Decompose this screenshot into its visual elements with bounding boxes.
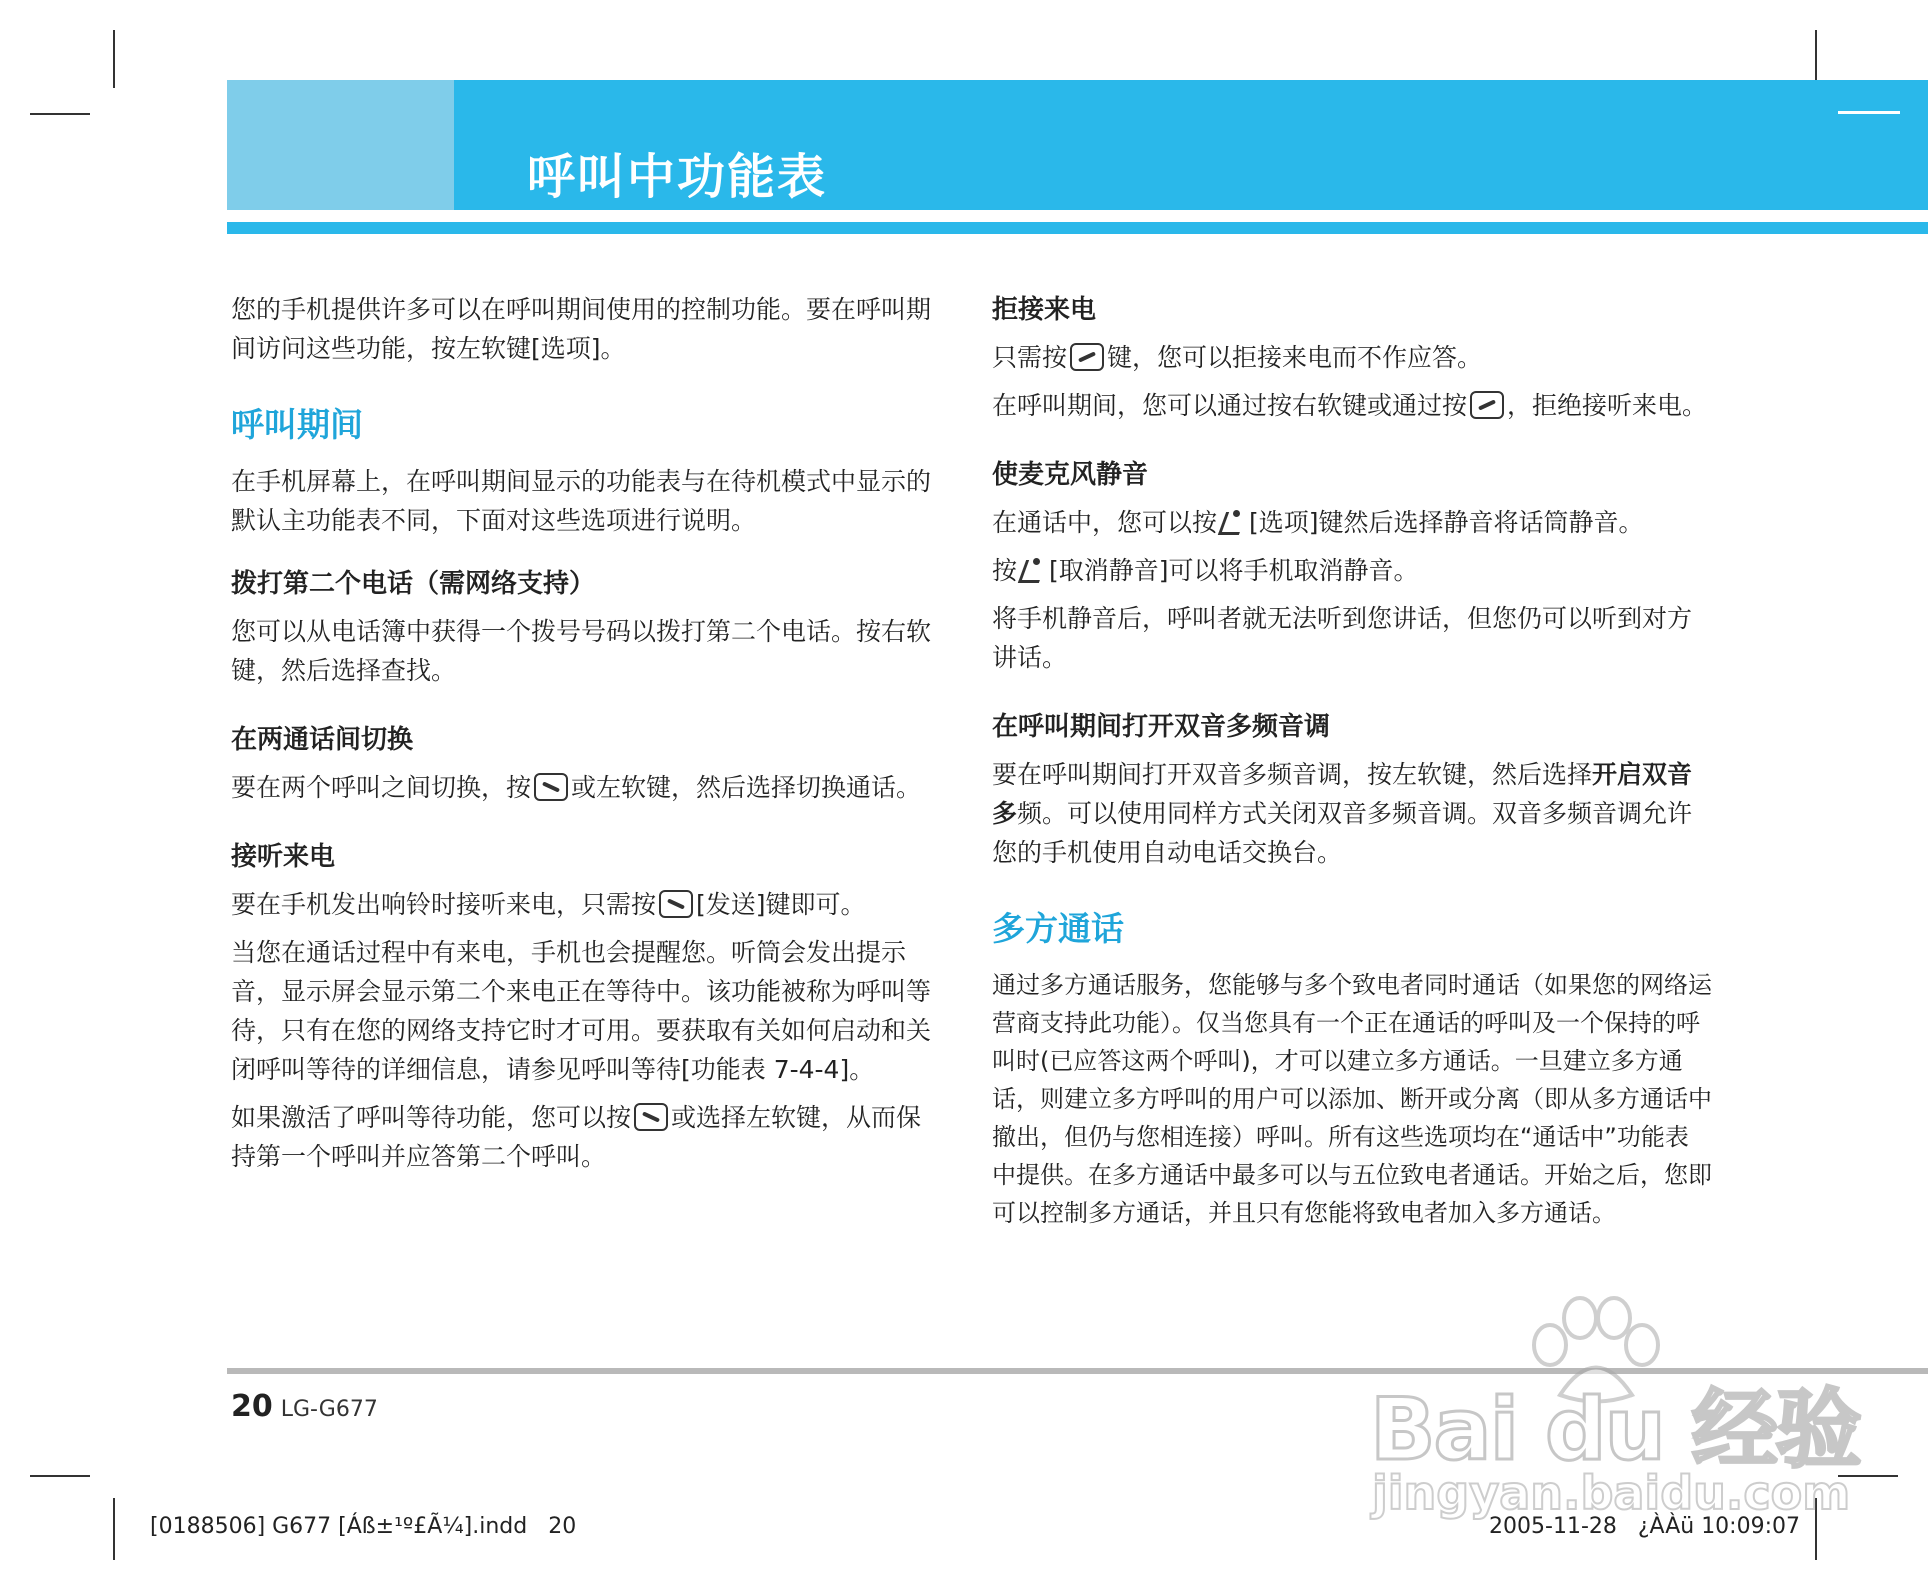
conference-text: 通过多方通话服务，您能够与多个致电者同时通话（如果您的网络运营商支持此功能）。仅当您具有一个正在通话的呼叫及一个保持的呼叫时(已应答这两个呼叫)，才可以建立多方通话。一旦建立多方通话，则建立多方呼叫的用户可以添加、断开或分离（即从多方通话中撤出，但仍与您相连接）呼叫。所有这些选项均在“通话中”功能表中提供。在多方通话中最多可以与五位致电者通话。开始之后，您即可以控制多方通话，并且只有您能将致电者加入多方通话。 (992, 971, 1712, 1227)
page-footer (231, 1389, 378, 1424)
crop-mark (30, 1475, 90, 1477)
subheading-switch-calls: 在两通话间切换 (231, 725, 414, 755)
answer-call-text-2: 当您在通话过程中有来电，手机也会提醒您。听筒会发出提示音，显示屏会显示第二个来电正在等待中。该功能被称为呼叫等待，只有在您的网络支持它时才可用。要获取有关如何启动和关闭呼叫等待的详细信息，请参见呼叫等待[功能表 7-4-4]。 (231, 938, 932, 1084)
print-file-info: [0188506] G677 [Áß±¹º£Ã¼].indd 20 (150, 1514, 577, 1539)
switch-calls-text: 要在两个呼叫之间切换，按 或左软键，然后选择切换通话。 (231, 773, 922, 802)
crop-mark (113, 30, 115, 88)
send-key-icon (534, 773, 568, 801)
answer-call-text-1: 要在手机发出响铃时接听来电，只需按 [发送]键即可。 (231, 890, 866, 919)
watermark-url: jingyan.baidu.com (1372, 1466, 1851, 1520)
answer-call-text-3: 如果激活了呼叫等待功能，您可以按 或选择左软键，从而保持第一个呼叫并应答第二个呼叫。 (231, 1103, 922, 1171)
second-call-text: 您可以从电话簿中获得一个拨号号码以拨打第二个电话。按右软键，然后选择查找。 (231, 617, 932, 685)
page-title: 呼叫中功能表 (527, 149, 828, 205)
subheading-second-call: 拨打第二个电话（需网络支持） (231, 569, 596, 599)
section-heading-conference: 多方通话 (992, 909, 1124, 948)
print-timestamp: 2005-11-28 ¿ÀÀü 10:09:07 (1489, 1514, 1800, 1539)
mute-text-2: 按 [取消静音]可以将手机取消静音。 (992, 556, 1419, 585)
send-key-icon (659, 890, 693, 918)
subheading-answer-call: 接听来电 (231, 842, 336, 872)
mute-text-3: 将手机静音后，呼叫者就无法听到您讲话，但您仍可以听到对方讲话。 (992, 604, 1693, 672)
mute-text-1: 在通话中，您可以按 [选项]键然后选择静音将话筒静音。 (992, 508, 1644, 537)
page-number: 20 (231, 1389, 273, 1424)
intro-text: 您的手机提供许多可以在呼叫期间使用的控制功能。要在呼叫期间访问这些功能，按左软键[选项]。 (231, 295, 932, 363)
subheading-dtmf: 在呼叫期间打开双音多频音调 (992, 712, 1331, 742)
right-column (992, 290, 1712, 1232)
section-heading-during-call: 呼叫期间 (231, 405, 363, 444)
model-name: LG-G677 (280, 1397, 378, 1422)
banner-rule (227, 222, 1928, 234)
crop-mark (113, 1498, 115, 1560)
banner-tab (227, 80, 454, 210)
left-softkey-icon (1220, 508, 1246, 536)
watermark-logo: Bai du 经验 (1370, 1380, 1860, 1480)
left-softkey-icon (1020, 556, 1046, 584)
baidu-watermark (1370, 1270, 1910, 1520)
subheading-mute: 使麦克风静音 (992, 460, 1149, 490)
crop-mark (30, 113, 90, 115)
reject-call-text-2: 在呼叫期间，您可以通过按右软键或通过按 ，拒绝接听来电。 (992, 391, 1708, 420)
left-column (231, 290, 941, 1176)
end-key-icon (1070, 343, 1104, 371)
reject-call-text-1: 只需按 键，您可以拒接来电而不作应答。 (992, 343, 1483, 372)
during-call-text: 在手机屏幕上，在呼叫期间显示的功能表与在待机模式中显示的默认主功能表不同，下面对这些选项进行说明。 (231, 467, 932, 535)
dtmf-text: 要在呼叫期间打开双音多频音调，按左软键，然后选择开启双音多频。可以使用同样方式关闭双音多频音调。双音多频音调允许您的手机使用自动电话交换台。 (992, 760, 1693, 867)
subheading-reject-call: 拒接来电 (992, 295, 1097, 325)
end-key-icon (1470, 391, 1504, 419)
banner-mark (1838, 111, 1900, 114)
send-key-icon (634, 1103, 668, 1131)
